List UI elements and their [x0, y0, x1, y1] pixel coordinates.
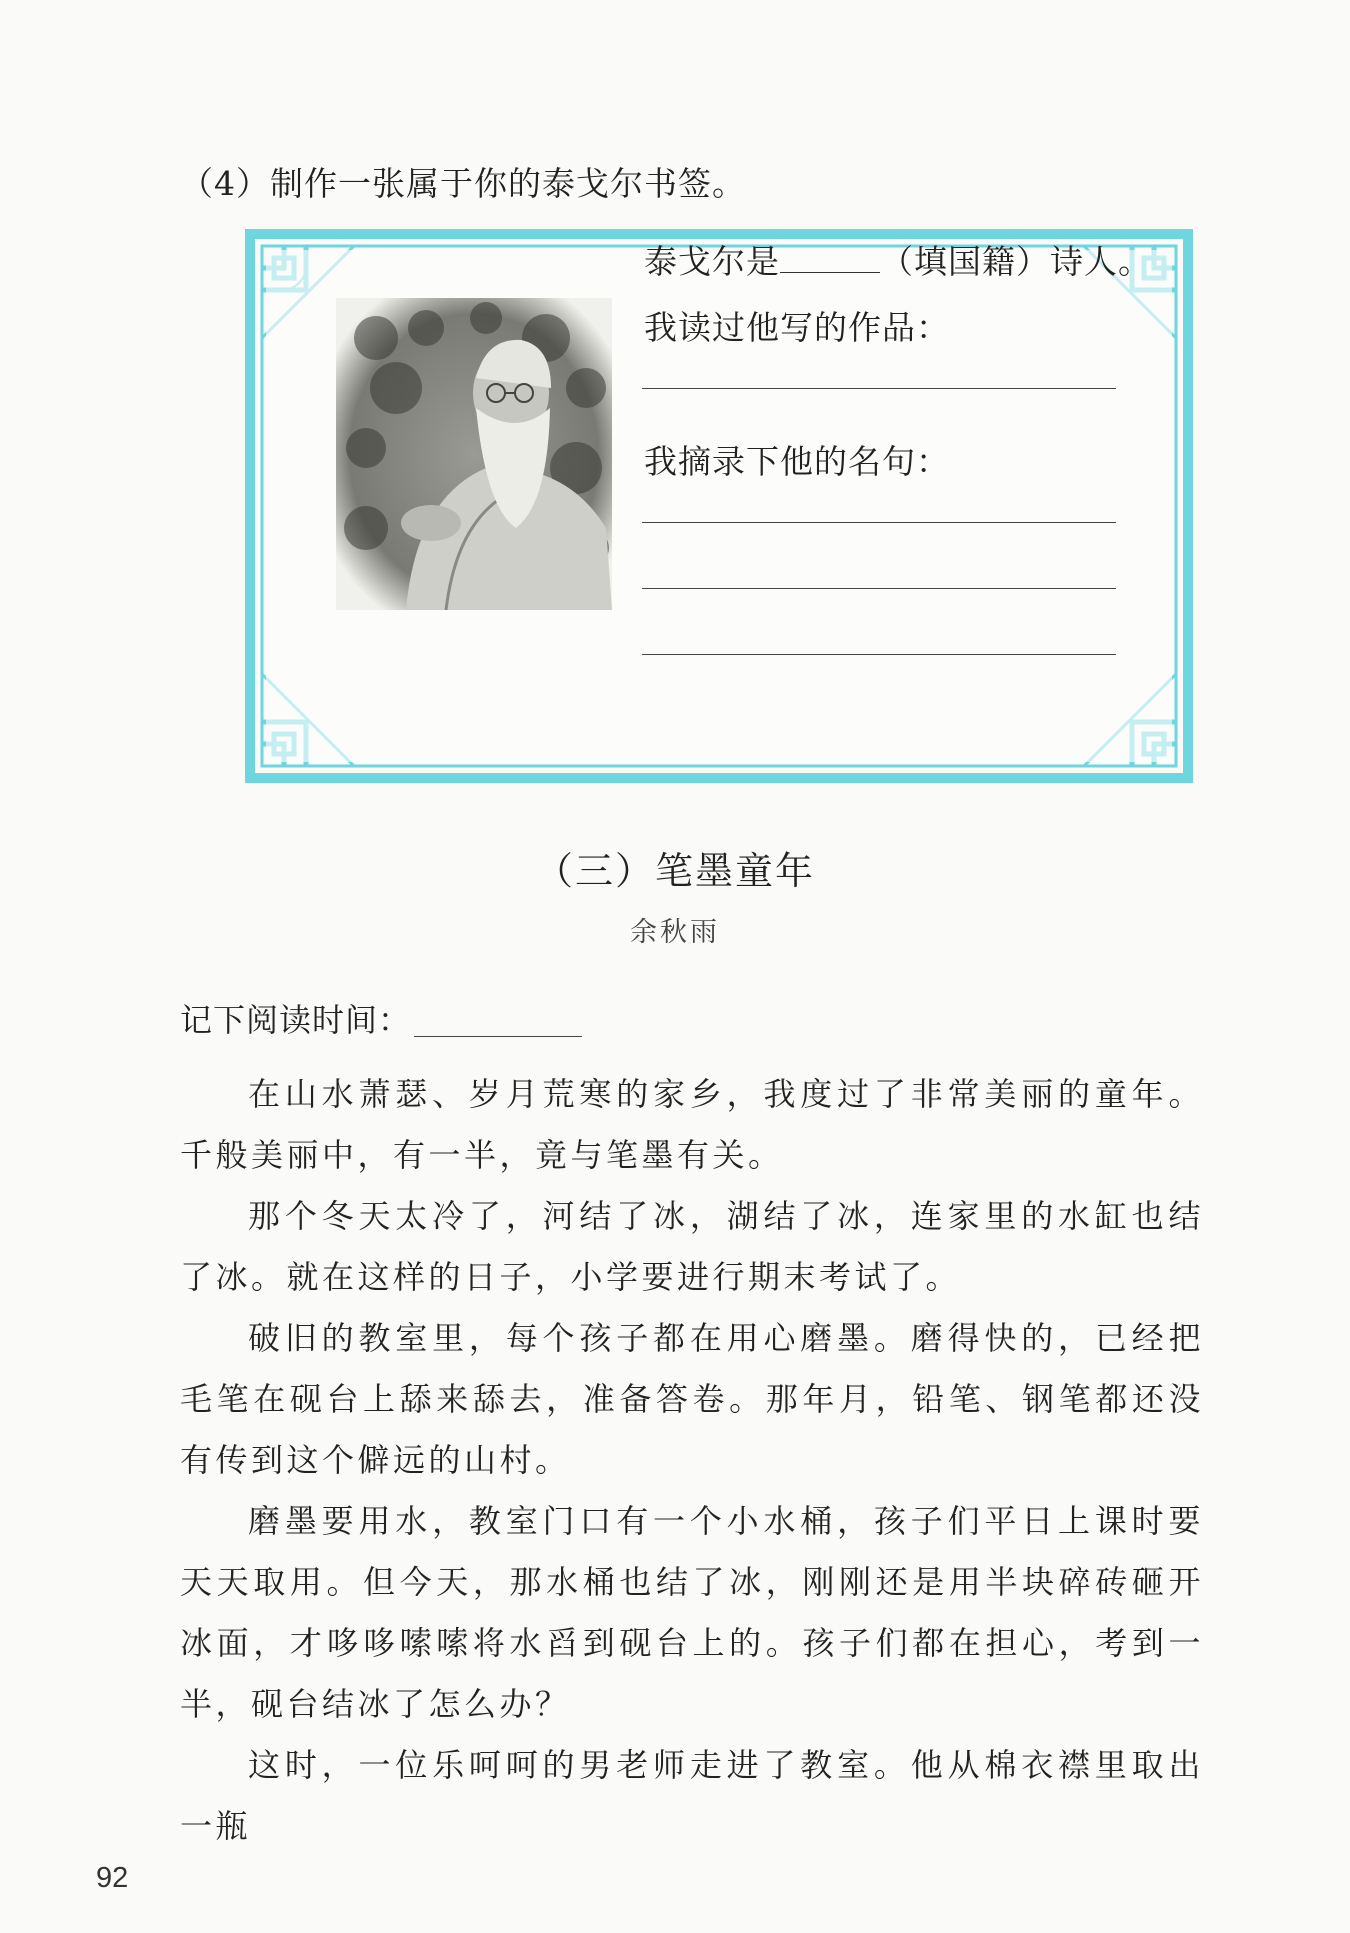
quote-answer-line-3[interactable]: [642, 654, 1116, 655]
quote-answer-line-2[interactable]: [642, 588, 1116, 589]
reading-time-label: 记下阅读时间：: [180, 1001, 412, 1039]
nationality-label-after: （填国籍）诗人。: [880, 242, 1152, 281]
author-name: 余秋雨: [630, 917, 720, 948]
quote-answer-line-1[interactable]: [642, 522, 1116, 523]
paragraph-1: 在山水萧瑟、岁月荒寒的家乡，我度过了非常美丽的童年。千般美丽中，有一半，竟与笔墨有关。: [180, 1075, 1204, 1174]
task-instruction: （4）制作一张属于你的泰戈尔书签。: [180, 164, 746, 203]
reading-time-blank[interactable]: [414, 1036, 582, 1037]
works-prompt: 我读过他写的作品：: [644, 308, 950, 347]
paragraph-4: 磨墨要用水，教室门口有一个小水桶，孩子们平日上课时要天天取用。但今天，那水桶也结了冰，刚刚还是用半块碎砖砸开冰面，才哆哆嗦嗦将水舀到砚台上的。孩子们都在担心，考到一半，砚台结冰了怎么办？: [180, 1502, 1204, 1723]
works-answer-line[interactable]: [642, 388, 1116, 389]
nationality-label-before: 泰戈尔是: [644, 242, 780, 281]
paragraph-3: 破旧的教室里，每个孩子都在用心磨墨。磨得快的，已经把毛笔在砚台上舔来舔去，准备答卷。那年月，铅笔、钢笔都还没有传到这个僻远的山村。: [180, 1319, 1204, 1479]
page-number: 92: [96, 1862, 129, 1894]
paragraph-2: 那个冬天太冷了，河结了冰，湖结了冰，连家里的水缸也结了冰。就在这样的日子，小学要进行期末考试了。: [180, 1197, 1204, 1296]
nationality-blank[interactable]: [780, 244, 880, 273]
tagore-bookmark-card: [244, 228, 1194, 784]
paragraph-5: 这时，一位乐呵呵的男老师走进了教室。他从棉衣襟里取出一瓶: [180, 1746, 1204, 1845]
quote-prompt: 我摘录下他的名句：: [644, 442, 950, 481]
tagore-portrait-icon: [336, 298, 612, 610]
section-title: （三）笔墨童年: [534, 849, 815, 893]
nationality-prompt: [644, 236, 1152, 283]
